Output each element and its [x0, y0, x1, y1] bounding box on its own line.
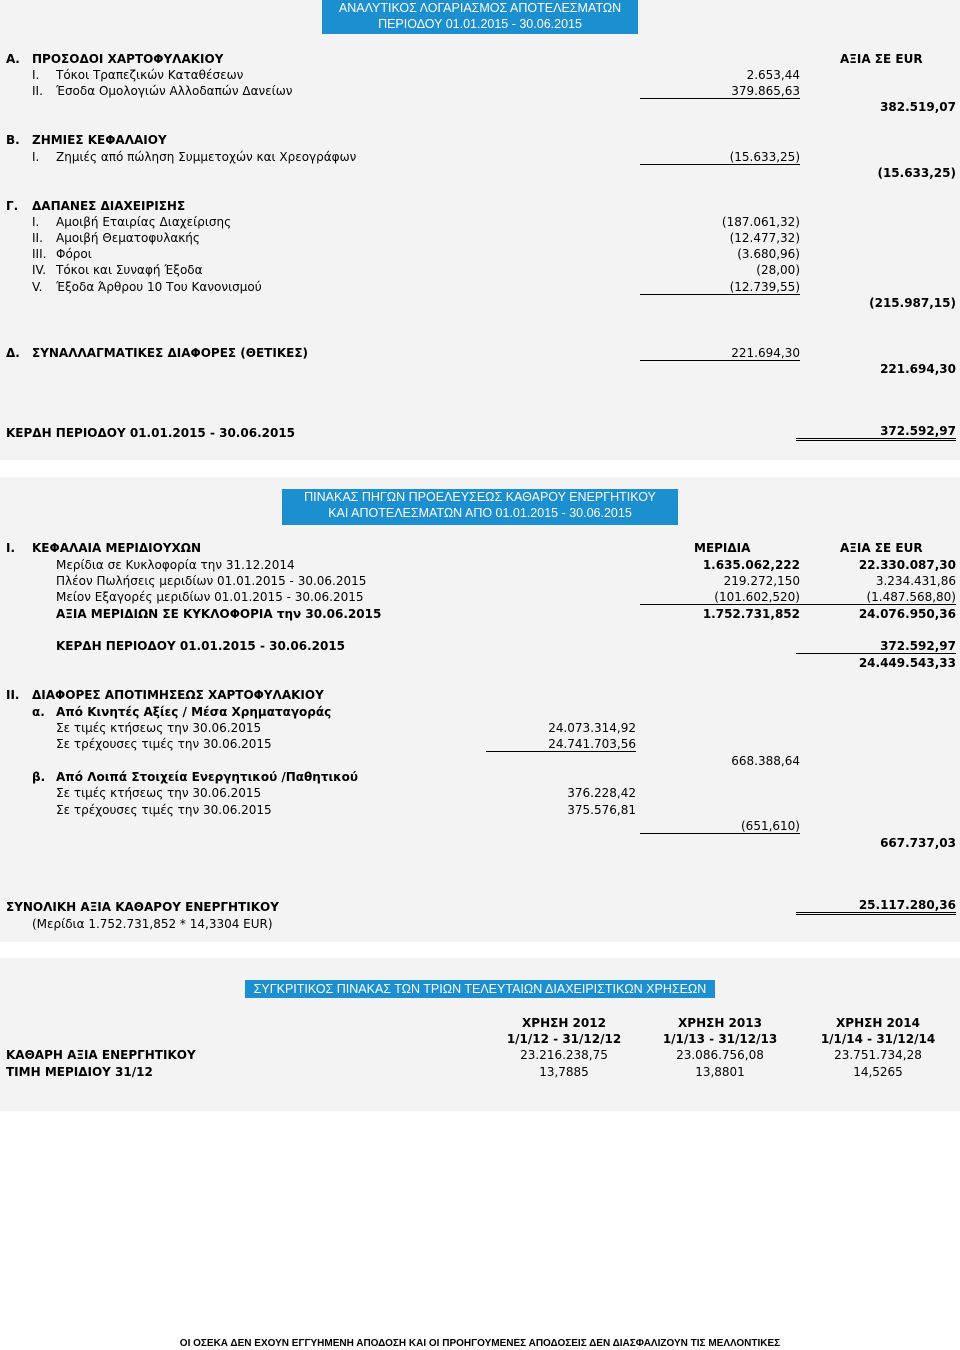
g-item-3-label: Φόροι [56, 247, 92, 261]
a-item-1-label: Τόκοι Τραπεζικών Καταθέσεων [56, 68, 244, 82]
g-item-1-value: (187.061,32) [721, 215, 800, 229]
value-column-header: ΑΞΙΑ ΣΕ EUR [840, 52, 923, 66]
year-2-nav: 23.086.756,08 [676, 1048, 764, 1062]
comparison-title-banner [245, 980, 715, 998]
results-title-line1: ΑΝΑΛΥΤΙΚΟΣ ΛΟΓΑΡΙΑΣΜΟΣ ΑΠΟΤΕΛΕΣΜΑΤΩΝ [338, 1, 622, 15]
a-item-1-num: Ι. [32, 68, 40, 82]
d-value: 221.694,30 [640, 346, 800, 361]
year-1-nav: 23.216.238,75 [520, 1048, 608, 1062]
g-item-1-label: Αμοιβή Εταιρίας Διαχείρισης [56, 215, 232, 229]
section-d-code: Δ. [6, 346, 20, 360]
units-row-3-label: Μείον Εξαγορές μεριδίων 01.01.2015 - 30.06.2015 [56, 590, 364, 604]
units-row-1-value: 22.330.087,30 [858, 558, 956, 572]
eur-column-header: ΑΞΙΑ ΣΕ EUR [840, 541, 923, 555]
ii-b-current-label: Σε τρέχουσες τιμές την 30.06.2015 [56, 803, 272, 817]
total-nav-note: (Μερίδια 1.752.731,852 * 14,3304 EUR) [32, 917, 273, 931]
results-title-line2: ΠΕΡΙΟΔΟΥ 01.01.2015 - 30.06.2015 [378, 17, 582, 31]
year-3-nav: 23.751.734,28 [834, 1048, 922, 1062]
ii-a-label: Από Κινητές Αξίες / Μέσα Χρηματαγοράς [56, 705, 332, 719]
price-row-label: ΤΙΜΗ ΜΕΡΙΔΙΟΥ 31/12 [6, 1065, 153, 1079]
g-item-4-value: (28,00) [756, 263, 800, 277]
g-item-2-value: (12.477,32) [729, 231, 800, 245]
sources-title-line2: ΚΑΙ ΑΠΟΤΕΛΕΣΜΑΤΩΝ ΑΠΟ 01.01.2015 - 30.06.2015 [328, 506, 632, 520]
ii-b-label: Από Λοιπά Στοιχεία Ενεργητικού /Παθητικού [56, 770, 359, 784]
ii-a-cost-value: 24.073.314,92 [548, 721, 636, 735]
g-item-4-label: Τόκοι και Συναφή Έξοδα [56, 263, 203, 277]
d-total: 221.694,30 [880, 362, 956, 376]
units-column-header: ΜΕΡΙΔΙΑ [694, 541, 751, 555]
year-3-price: 14,5265 [853, 1065, 903, 1079]
sources-profit-value: 372.592,97 [796, 639, 956, 654]
a-item-2-value: 379.865,63 [640, 84, 800, 99]
year-3-label: ΧΡΗΣΗ 2014 [836, 1016, 920, 1030]
units-row-2-value: 3.234.431,86 [875, 574, 956, 588]
b-item-1-num: Ι. [32, 150, 40, 164]
ii-a-code: α. [32, 705, 45, 719]
section-b-code: Β. [6, 133, 20, 147]
section-g-label: ΔΑΠΑΝΕΣ ΔΙΑΧΕΙΡΙΣΗΣ [32, 199, 186, 213]
year-1-period: 1/1/12 - 31/12/12 [506, 1032, 622, 1046]
units-row-2-units: 219.272,150 [723, 574, 800, 588]
a-item-1-value: 2.653,44 [746, 68, 800, 82]
nav-row-label: ΚΑΘΑΡΗ ΑΞΙΑ ΕΝΕΡΓΗΤΙΚΟΥ [6, 1048, 196, 1062]
year-2-price: 13,8801 [695, 1065, 745, 1079]
section-i-code: Ι. [6, 541, 16, 555]
g-item-5-label: Έξοδα Άρθρου 10 Του Κανονισμού [56, 280, 262, 294]
year-1-price: 13,7885 [539, 1065, 589, 1079]
ii-b-cost-label: Σε τιμές κτήσεως την 30.06.2015 [56, 786, 262, 800]
ii-a-diff: 668.388,64 [731, 754, 800, 768]
ii-b-diff: (651,610) [640, 819, 800, 834]
sources-title-banner [282, 489, 678, 525]
b-item-1-value: (15.633,25) [640, 150, 800, 165]
section-ii-label: ΔΙΑΦΟΡΕΣ ΑΠΟΤΙΜΗΣΕΩΣ ΧΑΡΤΟΦΥΛΑΚΙΟΥ [32, 688, 324, 702]
period-profit-label: ΚΕΡΔΗ ΠΕΡΙΟΔΟΥ 01.01.2015 - 30.06.2015 [6, 426, 296, 440]
ii-a-current-value: 24.741.703,56 [486, 737, 636, 752]
ii-b-code: β. [32, 770, 46, 784]
total-nav-label: ΣΥΝΟΛΙΚΗ ΑΞΙΑ ΚΑΘΑΡΟΥ ΕΝΕΡΓΗΤΙΚΟΥ [6, 900, 279, 914]
year-2-label: ΧΡΗΣΗ 2013 [678, 1016, 762, 1030]
comparison-title: ΣΥΓΚΡΙΤΙΚΟΣ ΠΙΝΑΚΑΣ ΤΩΝ ΤΡΙΩΝ ΤΕΛΕΥΤΑΙΩΝ ΔΙΑΧΕΙΡΙΣΤΙΚΩΝ ΧΡΗΣΕΩΝ [253, 982, 707, 996]
sources-subtotal: 24.449.543,33 [858, 656, 956, 670]
a-total: 382.519,07 [880, 100, 956, 114]
g-item-2-label: Αμοιβή Θεματοφυλακής [56, 231, 200, 245]
year-3-period: 1/1/14 - 31/12/14 [820, 1032, 936, 1046]
ii-b-cost-value: 376.228,42 [567, 786, 636, 800]
section-b-label: ΖΗΜΙΕΣ ΚΕΦΑΛΑΙΟΥ [32, 133, 167, 147]
year-2-period: 1/1/13 - 31/12/13 [662, 1032, 778, 1046]
year-1-label: ΧΡΗΣΗ 2012 [522, 1016, 606, 1030]
g-item-2-num: ΙΙ. [32, 231, 43, 245]
g-item-5-num: V. [32, 280, 43, 294]
disclaimer-footer: ΟΙ ΟΣΕΚΑ ΔΕΝ ΕΧΟΥΝ ΕΓΓΥΗΜΕΝΗ ΑΠΟΔΟΣΗ ΚΑΙ ΟΙ ΠΡΟΗΓΟΥΜΕΝΕΣ ΑΠΟΔΟΣΕΙΣ ΔΕΝ ΔΙΑΣΦΑΛΙΖΟΥΝ ΤΙΣ ΜΕΛΛΟΝΤΙΚΕΣ [179, 1338, 781, 1349]
g-total: (215.987,15) [869, 296, 956, 310]
units-total-value: 24.076.950,36 [858, 607, 956, 621]
sources-profit-label: ΚΕΡΔΗ ΠΕΡΙΟΔΟΥ 01.01.2015 - 30.06.2015 [56, 639, 346, 653]
g-item-5-value: (12.739,55) [640, 280, 800, 295]
total-nav-value: 25.117.280,36 [796, 898, 956, 915]
units-total-units: 1.752.731,852 [702, 607, 800, 621]
section-a-code: Α. [6, 52, 20, 66]
section-i-label: ΚΕΦΑΛΑΙΑ ΜΕΡΙΔΙΟΥΧΩΝ [32, 541, 202, 555]
ii-a-cost-label: Σε τιμές κτήσεως την 30.06.2015 [56, 721, 262, 735]
a-item-2-label: Έσοδα Ομολογιών Αλλοδαπών Δανείων [56, 84, 293, 98]
ii-a-current-label: Σε τρέχουσες τιμές την 30.06.2015 [56, 737, 272, 751]
units-total-label: ΑΞΙΑ ΜΕΡΙΔΙΩΝ ΣΕ ΚΥΚΛΟΦΟΡΙΑ την 30.06.2015 [56, 607, 382, 621]
section-g-code: Γ. [6, 199, 19, 213]
a-item-2-num: ΙΙ. [32, 84, 43, 98]
ii-b-current-value: 375.576,81 [567, 803, 636, 817]
units-row-1-units: 1.635.062,222 [702, 558, 800, 572]
section-a-label: ΠΡΟΣΟΔΟΙ ΧΑΡΤΟΦΥΛΑΚΙΟΥ [32, 52, 224, 66]
g-item-1-num: Ι. [32, 215, 40, 229]
units-row-3-units: (101.602,520) [640, 590, 800, 605]
units-row-3-value: (1.487.568,80) [796, 590, 956, 605]
sources-title-line1: ΠΙΝΑΚΑΣ ΠΗΓΩΝ ΠΡΟΕΛΕΥΣΕΩΣ ΚΑΘΑΡΟΥ ΕΝΕΡΓΗΤΙΚΟΥ [304, 490, 656, 504]
b-total: (15.633,25) [877, 166, 956, 180]
ii-total: 667.737,03 [880, 836, 956, 850]
period-profit-value: 372.592,97 [796, 424, 956, 441]
b-item-1-label: Ζημιές από πώληση Συμμετοχών και Χρεογράφων [56, 150, 357, 164]
units-row-1-label: Μερίδια σε Κυκλοφορία την 31.12.2014 [56, 558, 295, 572]
g-item-4-num: ΙV. [32, 263, 47, 277]
g-item-3-value: (3.680,96) [737, 247, 800, 261]
section-d-label: ΣΥΝΑΛΛΑΓΜΑΤΙΚΕΣ ΔΙΑΦΟΡΕΣ (ΘΕΤΙΚΕΣ) [32, 346, 308, 360]
results-title-banner [322, 0, 638, 34]
section-ii-code: ΙΙ. [6, 688, 20, 702]
g-item-3-num: ΙΙΙ. [32, 247, 47, 261]
units-row-2-label: Πλέον Πωλήσεις μεριδίων 01.01.2015 - 30.06.2015 [56, 574, 367, 588]
